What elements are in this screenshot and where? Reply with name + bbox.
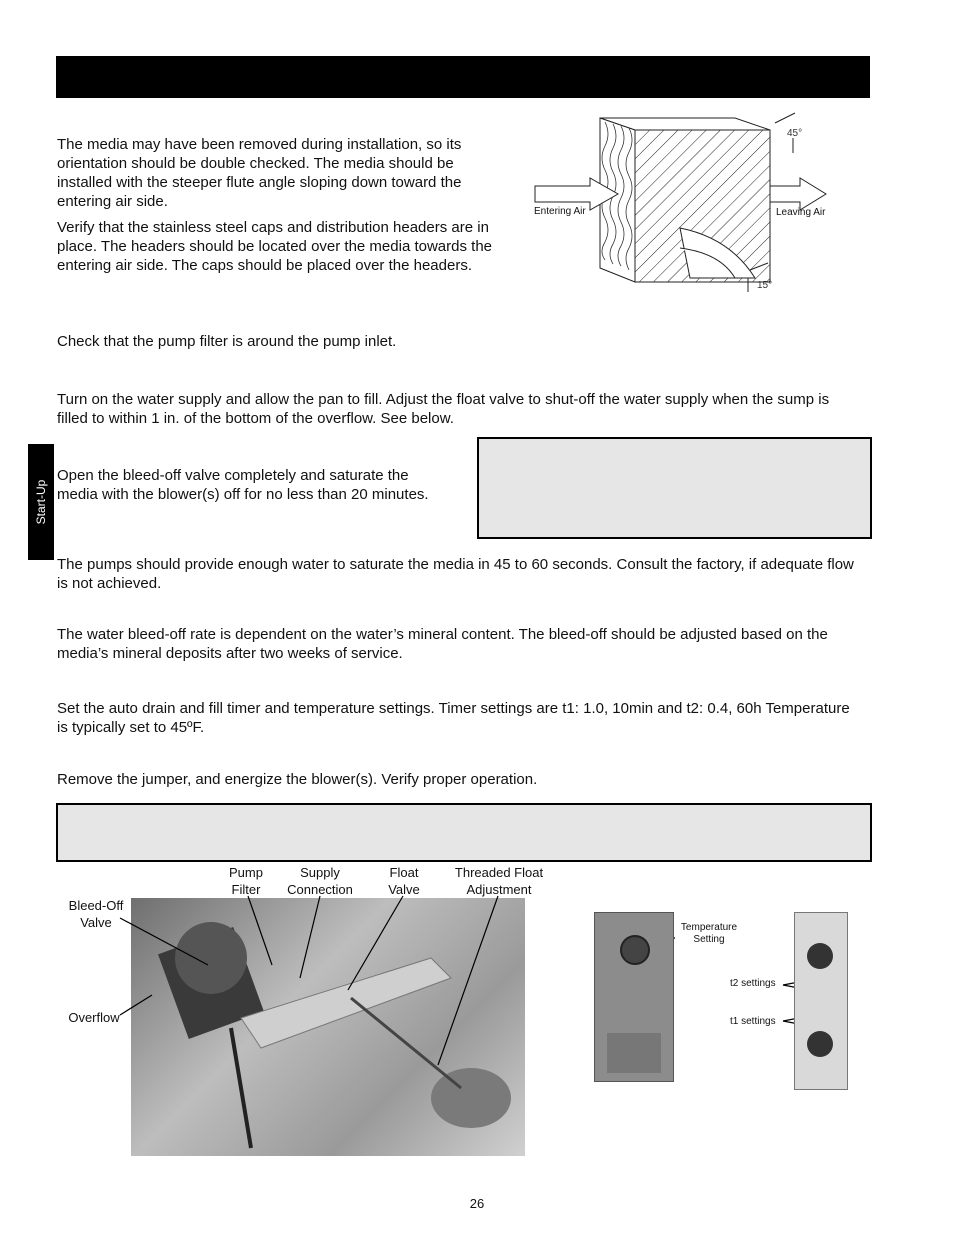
temperature-setting-label: Temperature Setting — [680, 922, 738, 945]
float-valve-label: Float Valve — [388, 865, 420, 897]
temperature-dial-icon — [620, 935, 650, 965]
side-tab-label: Start-Up — [34, 479, 48, 525]
blowers-text: Remove the jumper, and energize the blower(s). Verify proper operation. — [57, 771, 538, 788]
caps-headers-text: Verify that the stainless steel caps and distribution headers are in place. The headers should be located over the media towards the entering air side. The caps should be placed over the headers. — [57, 219, 492, 274]
t1-dial-icon — [807, 1031, 833, 1057]
t2-dial-icon — [807, 943, 833, 969]
angle-45-label: 45° — [787, 128, 803, 139]
leaving-air-label: Leaving Air — [776, 207, 826, 218]
pump-filter-text: Check that the pump filter is around the pump inlet. — [57, 333, 397, 350]
media-orientation-text: The media may have been removed during installation, so its orientation should be double checked. The media should be installed with the steeper flute angle sloping down toward the entering air side. — [57, 136, 462, 210]
threaded-float-label: Threaded Float Adjustment — [454, 865, 544, 897]
page-number: 26 — [469, 1196, 485, 1211]
saturate-media-text: Open the bleed-off valve completely and saturate the media with the blower(s) off for no less than 20 minutes. — [57, 467, 429, 503]
supply-connection-label: Supply Connection — [287, 865, 353, 897]
timer-relay — [794, 912, 848, 1090]
controller-cover — [607, 1033, 661, 1073]
bleed-rate-text: The water bleed-off rate is dependent on the water’s mineral content. The bleed-off should be adjusted based on the media’s mineral deposits after two weeks of service. — [57, 626, 828, 662]
temperature-controller — [594, 912, 674, 1082]
angle-15-label: 15° — [757, 280, 773, 291]
t1-settings-label: t1 settings — [730, 1016, 776, 1027]
water-supply-text: Turn on the water supply and allow the pan to fill. Adjust the float valve to shut-off the water supply when the sump is filled to within 1 in. of the bottom of the overflow. See below. — [57, 391, 830, 427]
overflow-label: Overflow — [68, 1010, 120, 1025]
timer-settings-text: Set the auto drain and fill timer and temperature settings. Timer settings are t1: 1.0, 10min and t2: 0.4, 60h Temperature is typically set to 45ºF. — [57, 700, 850, 736]
pumps-flow-text: The pumps should provide enough water to saturate the media in 45 to 60 seconds. Consult the factory, if adequate flow is not achieved. — [57, 556, 854, 592]
entering-air-label: Entering Air — [534, 206, 586, 217]
t2-settings-label: t2 settings — [730, 978, 776, 989]
pump-filter-label: Pump Filter — [229, 865, 263, 897]
bleed-off-valve-label: Bleed-Off Valve — [68, 898, 124, 930]
